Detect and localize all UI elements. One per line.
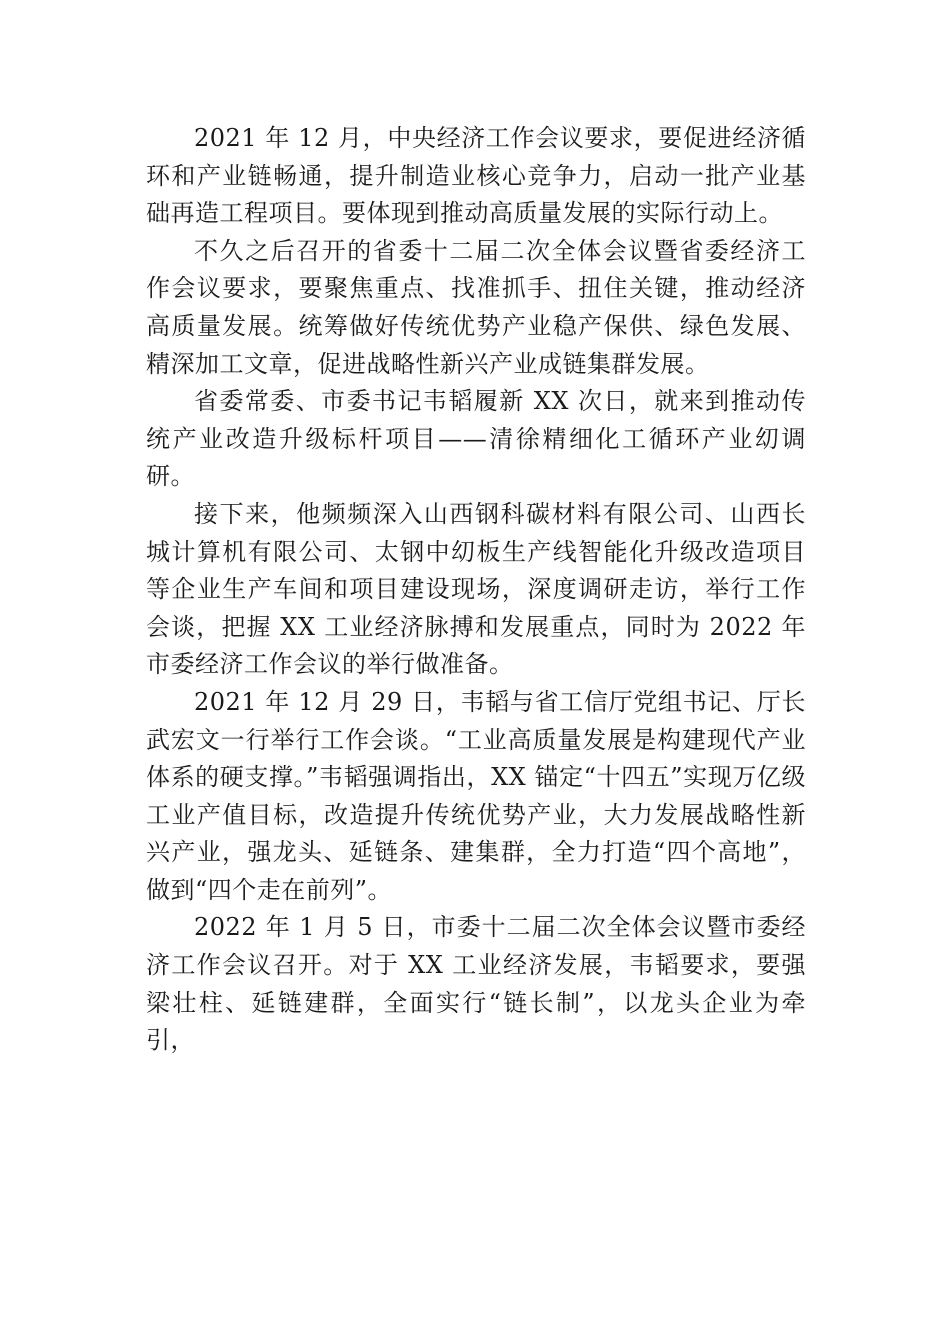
paragraph-4: 接下来，他频频深入山西钢科碳材料有限公司、山西长城计算机有限公司、太钢中㓜板生产线智能化升级改造项目等企业生产车间和项目建设现场，深度调研走访，举行工作会谈，把握 XX 工业经济脉搏和发展重点，同时为 2022 年市委经济工作会议的举行做准备。 xyxy=(146,499,806,679)
paragraph-2: 不久之后召开的省委十二届二次全体会议暨省委经济工作会议要求，要聚焦重点、找准抓手、扭住关键，推动经济高质量发展。统筹做好传统优势产业稳产保供、绿色发展、精深加工文章，促进战略性新兴产业成链集群发展。 xyxy=(146,236,806,378)
paragraph-1: 2021 年 12 月，中央经济工作会议要求，要促进经济循环和产业链畅通，提升制造业核心竞争力，启动一批产业基础再造工程项目。要体现到推动高质量发展的实际行动上。 xyxy=(146,124,806,228)
paragraph-5: 2021 年 12 月 29 日，韦韬与省工信厅党组书记、厅长武宏文一行举行工作会谈。“工业高质量发展是构建现代产业 体系的硬支撑。”韦韬强调指出，XX 锚定“十四五”实现万亿级工业产值目标，改造提升传统优势产业，大力发展战略性新兴产业，强龙头、延链条、建集群，全力打造“四个高地”，做到“四个走在前列”。 xyxy=(146,687,806,904)
document-body xyxy=(146,120,806,1060)
paragraph-3: 省委常委、市委书记韦韬履新 XX 次日，就来到推动传统产业改造升级标杆项目——清徐精细化工循环产业㓜调 研。 xyxy=(146,387,806,491)
paragraph-6: 2022 年 1 月 5 日，市委十二届二次全体会议暨市委经济工作会议召开。对于 XX 工业经济发展，韦韬要求，要强梁壮柱、延链建群，全面实行“链长制”，以龙头企业为牵引， xyxy=(146,913,806,1055)
